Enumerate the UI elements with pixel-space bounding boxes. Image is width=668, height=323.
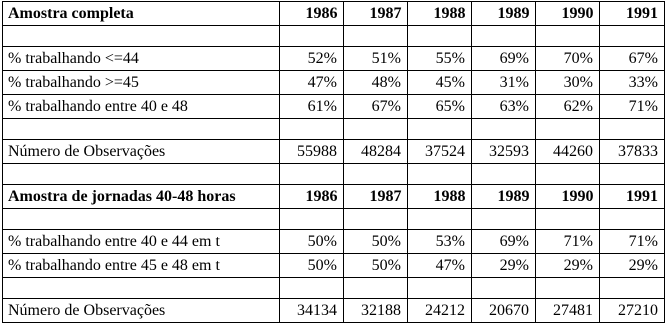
table-cell: 33% — [600, 71, 665, 95]
year-header: 1990 — [536, 185, 600, 209]
table-cell: 47% — [280, 71, 344, 95]
section-title: Amostra completa — [3, 2, 280, 26]
table-cell: 55988 — [280, 140, 344, 164]
table-cell: 71% — [600, 230, 665, 254]
table-cell: 37833 — [600, 140, 665, 164]
table-row — [3, 254, 665, 278]
row-label: % trabalhando <=44 — [3, 47, 280, 71]
year-header: 1988 — [408, 185, 472, 209]
section-title: Amostra de jornadas 40-48 horas — [3, 185, 280, 209]
table-cell: 67% — [344, 95, 408, 119]
table-cell: 71% — [600, 95, 665, 119]
table-cell: 31% — [472, 71, 536, 95]
table-cell: 32593 — [472, 140, 536, 164]
table-cell: 62% — [536, 95, 600, 119]
table-cell: 70% — [536, 47, 600, 71]
year-header: 1991 — [600, 185, 665, 209]
table-cell: 51% — [344, 47, 408, 71]
table-cell: 53% — [408, 230, 472, 254]
table-cell: 29% — [536, 254, 600, 278]
spacer-row — [3, 209, 665, 230]
table-cell: 65% — [408, 95, 472, 119]
table-cell: 30% — [536, 71, 600, 95]
table-cell: 67% — [600, 47, 665, 71]
row-label: % trabalhando entre 45 e 48 em t — [3, 254, 280, 278]
table-cell: 50% — [344, 254, 408, 278]
table-cell: 47% — [408, 254, 472, 278]
observations-row — [3, 140, 665, 164]
table-cell: 45% — [408, 71, 472, 95]
row-label: % trabalhando entre 40 e 48 — [3, 95, 280, 119]
observations-row — [3, 299, 665, 323]
year-header: 1986 — [280, 2, 344, 26]
table-cell: 50% — [280, 230, 344, 254]
table-cell: 29% — [600, 254, 665, 278]
spacer-row — [3, 164, 665, 185]
year-header: 1991 — [600, 2, 665, 26]
year-header: 1988 — [408, 2, 472, 26]
table-cell: 34134 — [280, 299, 344, 323]
table-row — [3, 71, 665, 95]
year-header: 1987 — [344, 185, 408, 209]
row-label: Número de Observações — [3, 299, 280, 323]
table-cell: 44260 — [536, 140, 600, 164]
year-header: 1990 — [536, 2, 600, 26]
table-cell: 48% — [344, 71, 408, 95]
year-header: 1989 — [472, 2, 536, 26]
table-cell: 37524 — [408, 140, 472, 164]
table-cell: 63% — [472, 95, 536, 119]
row-label: Número de Observações — [3, 140, 280, 164]
year-header: 1987 — [344, 2, 408, 26]
section-header-row — [3, 2, 665, 26]
table-cell: 29% — [472, 254, 536, 278]
table-row — [3, 47, 665, 71]
table-cell: 69% — [472, 47, 536, 71]
row-label: % trabalhando >=45 — [3, 71, 280, 95]
table-cell: 50% — [344, 230, 408, 254]
table-cell: 50% — [280, 254, 344, 278]
table-cell: 27481 — [536, 299, 600, 323]
table-row — [3, 95, 665, 119]
table-cell: 27210 — [600, 299, 665, 323]
year-header: 1989 — [472, 185, 536, 209]
table-cell: 32188 — [344, 299, 408, 323]
table-cell: 24212 — [408, 299, 472, 323]
section-header-row — [3, 185, 665, 209]
table-cell: 61% — [280, 95, 344, 119]
year-header: 1986 — [280, 185, 344, 209]
spacer-row — [3, 278, 665, 299]
table-cell: 48284 — [344, 140, 408, 164]
table-cell: 55% — [408, 47, 472, 71]
data-table — [2, 1, 665, 323]
table-cell: 52% — [280, 47, 344, 71]
table-cell: 69% — [472, 230, 536, 254]
row-label: % trabalhando entre 40 e 44 em t — [3, 230, 280, 254]
table-cell: 20670 — [472, 299, 536, 323]
spacer-row — [3, 26, 665, 47]
spacer-row — [3, 119, 665, 140]
table-cell: 71% — [536, 230, 600, 254]
table-row — [3, 230, 665, 254]
